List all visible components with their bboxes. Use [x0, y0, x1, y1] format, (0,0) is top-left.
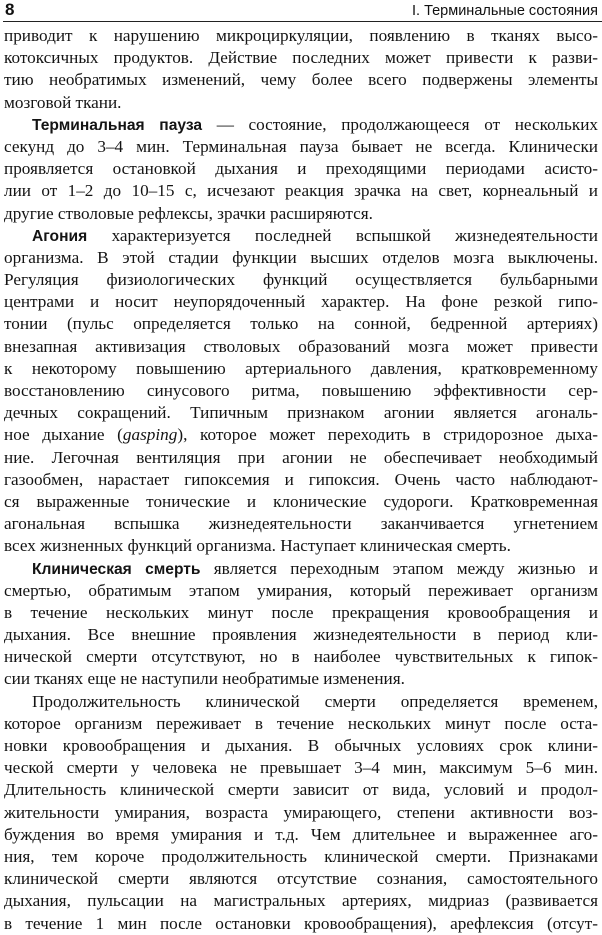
text-line: нической смерти отсутствуют, но в наиболее чувствительных к гипок- — [4, 647, 598, 667]
text-line: газообмен, нарастает гипоксемия и гипоксия. Очень часто наблюдают- — [4, 469, 598, 489]
text-line: дыхания, пульсации на магистральных артериях, мидриаз (развивается — [4, 891, 598, 911]
text-line: приводит к нарушению микроциркуляции, появлению в тканях высо- — [4, 26, 598, 45]
text-line: котоксичных продуктов. Действие последних может привести к разви- — [4, 48, 598, 68]
text-line: жительности умирания, возраста умирающего, степени активности воз- — [4, 802, 598, 822]
text-line: ние. Легочная вентиляция при агонии не обеспечивает необходимый — [4, 447, 598, 467]
text-line: новки кровообращения и дыхания. В обычных условиях срок клини- — [4, 736, 598, 755]
term-heading: Агония — [32, 227, 88, 245]
term-heading: Терминальная пауза — [32, 116, 203, 134]
text-line: в течение нескольких минут после прекращения кровообращения и — [4, 602, 598, 622]
running-head: I. Терминальные состояния — [411, 3, 598, 19]
page-number: 8 — [5, 0, 15, 19]
text-line: другие стволовые рефлексы, зрачки расширяются. — [4, 203, 373, 223]
text-line: ся выраженные тонические и клонические судороги. Кратковременная — [4, 491, 598, 511]
text-line: дечных сокращений. Типичным признаком агонии является агональ- — [4, 403, 598, 423]
text-line: мозговой ткани. — [4, 92, 122, 112]
text-line: к некоторому повышению артериального давления, кратковременному — [4, 358, 598, 378]
text-line — [4, 558, 598, 580]
text-line: лии от 1–2 до 10–15 с, исчезают реакция зрачка на свет, корнеальный и — [4, 181, 598, 201]
text-line: ческой смерти у человека не превышает 3–4 мин, максимум 5–6 мин. — [4, 758, 598, 778]
text-fragment: ), которое может переходить в стридорозное дыха- — [177, 425, 598, 445]
text-line: Длительность клинической смерти зависит от вида, условий и продол- — [4, 780, 598, 800]
term-heading: Клиническая смерть — [32, 560, 201, 578]
text-fragment: является переходным этапом между жизнью и — [200, 558, 598, 578]
text-line: тию необратимых изменений, чему более всего подвержены элементы — [4, 70, 598, 90]
text-line: дыхания. Все внешние проявления жизнедеятельности в период кли- — [4, 625, 598, 645]
paragraph-clinical-death — [4, 558, 598, 691]
text-line: клинической смерти являются отсутствие сознания, самостоятельного — [4, 869, 598, 889]
paragraph-agony — [4, 225, 598, 558]
text-line: Продолжительность клинической смерти определяется временем, — [32, 691, 598, 711]
text-line: буждения во время умирания и т.д. Чем длительнее и выраженнее аго- — [4, 824, 598, 844]
text-line: секунд до 3–4 мин. Терминальная пауза бывает не всегда. Клинически — [4, 136, 598, 156]
italic-term: gasping — [122, 425, 178, 445]
paragraph-continuation — [4, 25, 598, 114]
text-line: внезапная активизация стволовых образований мозга может привести — [4, 336, 598, 356]
text-line: сии тканях еще не наступили необратимые изменения. — [4, 669, 405, 689]
paragraph-duration — [4, 691, 598, 935]
text-line: всех жизненных функций организма. Наступает клиническая смерть. — [4, 536, 511, 556]
text-fragment: — состояние, продолжающееся от нескольких — [202, 114, 598, 134]
text-line: организма. В этой стадии функции высших отделов мозга выключены. — [4, 247, 598, 267]
text-line: проявляется остановкой дыхания и преходящими периодами асисто- — [4, 159, 598, 179]
paragraph-terminal-pause — [4, 114, 598, 225]
text-line — [4, 225, 598, 247]
text-line: в течение 1 мин после остановки кровообращения), арефлексия (отсут- — [4, 913, 598, 933]
text-line: которое организм переживает в течение нескольких минут после оста- — [4, 713, 598, 733]
text-line: центрами и носит неупорядоченный характер. На фоне резкой гипо- — [4, 292, 598, 312]
text-fragment: ное дыхание ( — [4, 425, 123, 445]
text-fragment: характеризуется последней вспышкой жизнедеятельности — [87, 225, 598, 245]
text-line — [4, 424, 598, 446]
text-line: смертью, обратимым этапом умирания, который переживает организм — [4, 580, 598, 600]
header-rule — [3, 21, 602, 22]
text-line: ния, тем короче продолжительность клинической смерти. Признаками — [4, 846, 598, 866]
page-header — [0, 0, 602, 24]
text-line: агональная вспышка жизнедеятельности заканчивается угнетением — [4, 514, 598, 534]
text-line: восстановлению синусового ритма, повышению эффективности сер- — [4, 381, 598, 400]
body-text — [4, 25, 598, 935]
text-line: тонии (пульс определяется только на сонной, бедренной артериях) — [4, 314, 598, 334]
text-line: Регуляция физиологических функций осуществляется бульбарными — [4, 270, 598, 290]
text-line — [4, 114, 598, 136]
